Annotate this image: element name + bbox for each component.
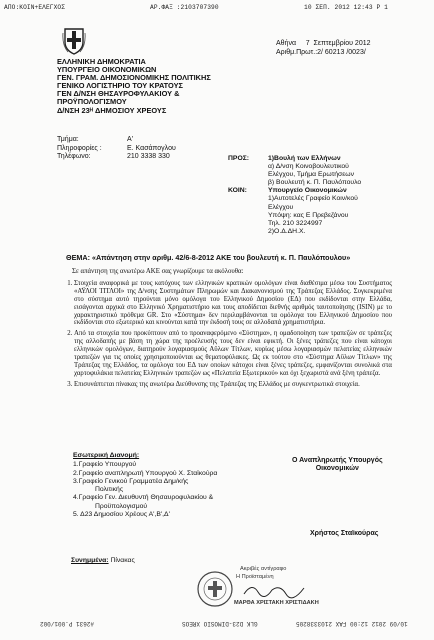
fax-sender: ΑΠΟ:ΚΟΙΝ+ΕΛΕΓΧΟΣ	[4, 4, 66, 11]
letterhead	[57, 58, 211, 115]
signatory-role	[292, 457, 383, 474]
stamp-line: Ακριβές αντίγραφο	[240, 566, 287, 572]
document-date: Αθήνα 7 Σεπτεμβρίου 2012	[276, 40, 371, 47]
enclosure-label: Συνημμένα:	[71, 557, 109, 564]
protocol-number: Αριθμ.Πρωτ.:2/ 60213 /0023/	[276, 48, 366, 56]
signatory-name: Χρήστος Σταϊκούρας	[310, 530, 379, 537]
distribution-item: Πολιτικής	[95, 486, 124, 494]
to-line: 1)Βουλή των Ελλήνων	[268, 155, 341, 162]
body-item: 3. Επισυνάπτεται πίνακας της ανωτέρω Διεύθυνσης της Τράπεζας της Ελλάδος με συγκεντρωτικά στοιχεία.	[74, 381, 392, 389]
distribution-item: 4.Γραφείο Γεν. Διευθυντή Θησαυροφυλακίου &	[73, 494, 214, 502]
role-line: Οικονομικών	[315, 465, 359, 473]
official-seal-icon	[196, 570, 234, 608]
distribution-item: 2.Γραφείο αναπληρωτή Υπουργού Χ. Σταϊκούρα	[73, 469, 218, 477]
letterhead-line: ΓΕΝ Δ/ΝΣΗ ΘΗΣΑΥΡΟΦΥΛΑΚΙΟΥ &	[57, 89, 180, 99]
meta-value: 210 3338 330	[127, 153, 170, 161]
enclosures	[71, 557, 135, 564]
distribution-item: 1.Γραφείο Υπουργού	[73, 461, 137, 469]
footer-fax-datetime: 10/09 2012 12:00 FAX 2103338205	[296, 620, 408, 627]
enclosure-text: Πίνακας	[110, 557, 135, 564]
distribution-item: 3.Γραφείο Γενικού Γραμματέα Δημ/κής	[73, 477, 189, 485]
cc-label: ΚΟΙΝ:	[228, 187, 247, 195]
letterhead-line: ΥΠΟΥΡΓΕΙΟ ΟΙΚΟΝΟΜΙΚΩΝ	[57, 65, 157, 75]
fax-number: ΑΡ.ΦΑΞ :2103707390	[150, 4, 219, 11]
role-line: Ο Αναπληρωτής Υπουργός	[292, 457, 383, 464]
footer-page-counter: #2631 P.001/002	[40, 620, 95, 627]
cc-line: Ελέγχου	[268, 203, 294, 211]
greek-coat-of-arms-icon	[62, 27, 86, 55]
meta-key: Πληροφορίες :	[57, 144, 102, 152]
recipients-block	[228, 155, 361, 236]
cc-line: Τηλ. 210 3224997	[268, 219, 323, 227]
meta-key: Τμήμα:	[57, 136, 79, 143]
body-intro: Σε απάντηση της ανωτέρω ΑΚΕ σας γνωρίζουμε τα ακόλουθα:	[72, 268, 244, 275]
fax-datetime: 10 ΣΕΠ. 2012 12:43 Ρ 1	[304, 4, 388, 11]
body-item: 2. Από τα στοιχεία που προκύπτουν από το προαναφερόμενο «Σύστημα», η ομαδοποίηση των τραπεζών σε τράπεζες της αλλοδαπής με βάση τη χώρα της προέλευσής τους δεν είναι εφικτή. Οι ξένες τράπεζες που είναι κάτοχοι ελληνικών ομολόγων, διατηρούν λογαριασμούς Αΰλων Τίτλων, κυρίως μέσω λογαριασμών πελατείας ελληνικών τραπεζών για τις οποίες χρησιμοποιούνται ως θεματοφύλακες. Ως εκ τούτου στο «Σύστημα Αΰλων Τίτλων» της Τράπεζας της Ελλάδος, τα ομόλογα του ΕΔ των οποίων κάτοχοι είναι ξένες τράπεζες, εμφανίζονται συνολικά στα χαρτοφυλάκια πελατείας Ελληνικών τραπεζών ως «Πελατεία Εξωτερικού» και όχι ξεχωριστά ανά ξένη τράπεζα.	[74, 330, 392, 377]
certified-copy-stamp	[196, 566, 328, 610]
cc-line: 2)Ο.Δ.ΔΗ.Χ.	[268, 227, 306, 235]
body-list	[62, 280, 392, 389]
to-line: β) Βουλευτή κ. Π. Παυλόπουλο	[268, 179, 362, 187]
body-item: 1. Στοιχεία αναφορικά με τους κατόχους των ελληνικών κρατικών ομολόγων είναι διαθέσιμα μέσω του Συστήματος «ΑΫΛΟΙ ΤΙΤΛΟΙ» της Δ/νσης Συστημάτων Πληρωμών και Διακανονισμού της Τράπεζας Ελλάδος. Συγκεκριμένα στο σύστημα αυτό τηρούνται μόνο ομόλογα του Ελληνικού Δημοσίου (ΕΔ) που εκδίδονται στην Ελλάδα, εισάγονται αρχικά στο Ελληνικό Χρηματιστήριο και τους αποδίδεται διεθνής αριθμός ταυτοποίησης (ISIN) με το χαρακτηριστικό πρόθεμα GR. Στο «Σύστημα» δεν περιλαμβάνονται τα ομόλογα του Ελληνικού Δημοσίου που εκδίδονται στο εξωτερικό και κινούνται κατά την έκδοσή τους σε αλλοδαπά χρηματιστήρια.	[74, 280, 392, 327]
to-label: ΠΡΟΣ:	[228, 155, 250, 162]
cc-line: Υπουργείο Οικονομικών	[268, 187, 347, 195]
to-line: Ελέγχου, Τμήμα Ερωτήσεων	[268, 171, 354, 179]
stamp-official-name: ΜΑΡΘΑ ΧΡΙΣΤΑΚΗ ΧΡΙΣΤΙΔΑΚΗ	[234, 600, 319, 606]
letterhead-line: ΓΕΝΙΚΟ ΛΟΓΙΣΤΗΡΙΟ ΤΟΥ ΚΡΑΤΟΥΣ	[57, 81, 183, 91]
letterhead-line: ΕΛΛΗΝΙΚΗ ΔΗΜΟΚΡΑΤΙΑ	[57, 57, 146, 66]
handwritten-signature-icon	[242, 580, 312, 600]
meta-key: Τηλέφωνο:	[57, 153, 91, 161]
to-line: α) Δ/νση Κοινοβουλευτικού	[268, 163, 349, 171]
footer-department: GLK D23-DIMOSIO XREOS	[182, 620, 258, 627]
date-reference-block	[276, 40, 371, 57]
distribution-item: 5. Δ23 Δημοσίου Χρέους Α',Β',Δ'	[73, 511, 170, 519]
letter-body	[62, 268, 392, 392]
sender-details	[57, 136, 176, 162]
internal-distribution	[73, 452, 217, 519]
cc-line: 1)Αυτοτελές Γραφείο Κοιν/κού	[268, 195, 358, 203]
fax-footer-inverted	[0, 620, 434, 632]
subject-line: ΘΕΜΑ: «Απάντηση στην αριθμ. 42/6-8-2012 ΑΚΕ του βουλευτή κ. Π. Παυλόπουλου»	[66, 253, 351, 262]
letterhead-line: Δ/ΝΣΗ 23ᴴ ΔΗΜΟΣΙΟΥ ΧΡΕΟΥΣ	[57, 105, 167, 115]
stamp-line: Η Προϊσταμένη	[236, 574, 274, 580]
letterhead-line: ΓΕΝ. ΓΡΑΜ. ΔΗΜΟΣΙΟΝΟΜΙΚΗΣ ΠΟΛΙΤΙΚΗΣ	[57, 73, 211, 83]
meta-value: Ε. Κασάπογλου	[127, 144, 176, 152]
cc-line: Υπόψη: κας Ε Πρεβεζάνου	[268, 211, 349, 219]
distribution-item: Προϋπολογισμού	[95, 502, 148, 510]
meta-value: Α'	[127, 136, 134, 143]
distribution-title: Εσωτερική Διανομή:	[73, 452, 140, 459]
letterhead-line: ΠΡΟΫΠΟΛΟΓΙΣΜΟΥ	[57, 97, 127, 107]
